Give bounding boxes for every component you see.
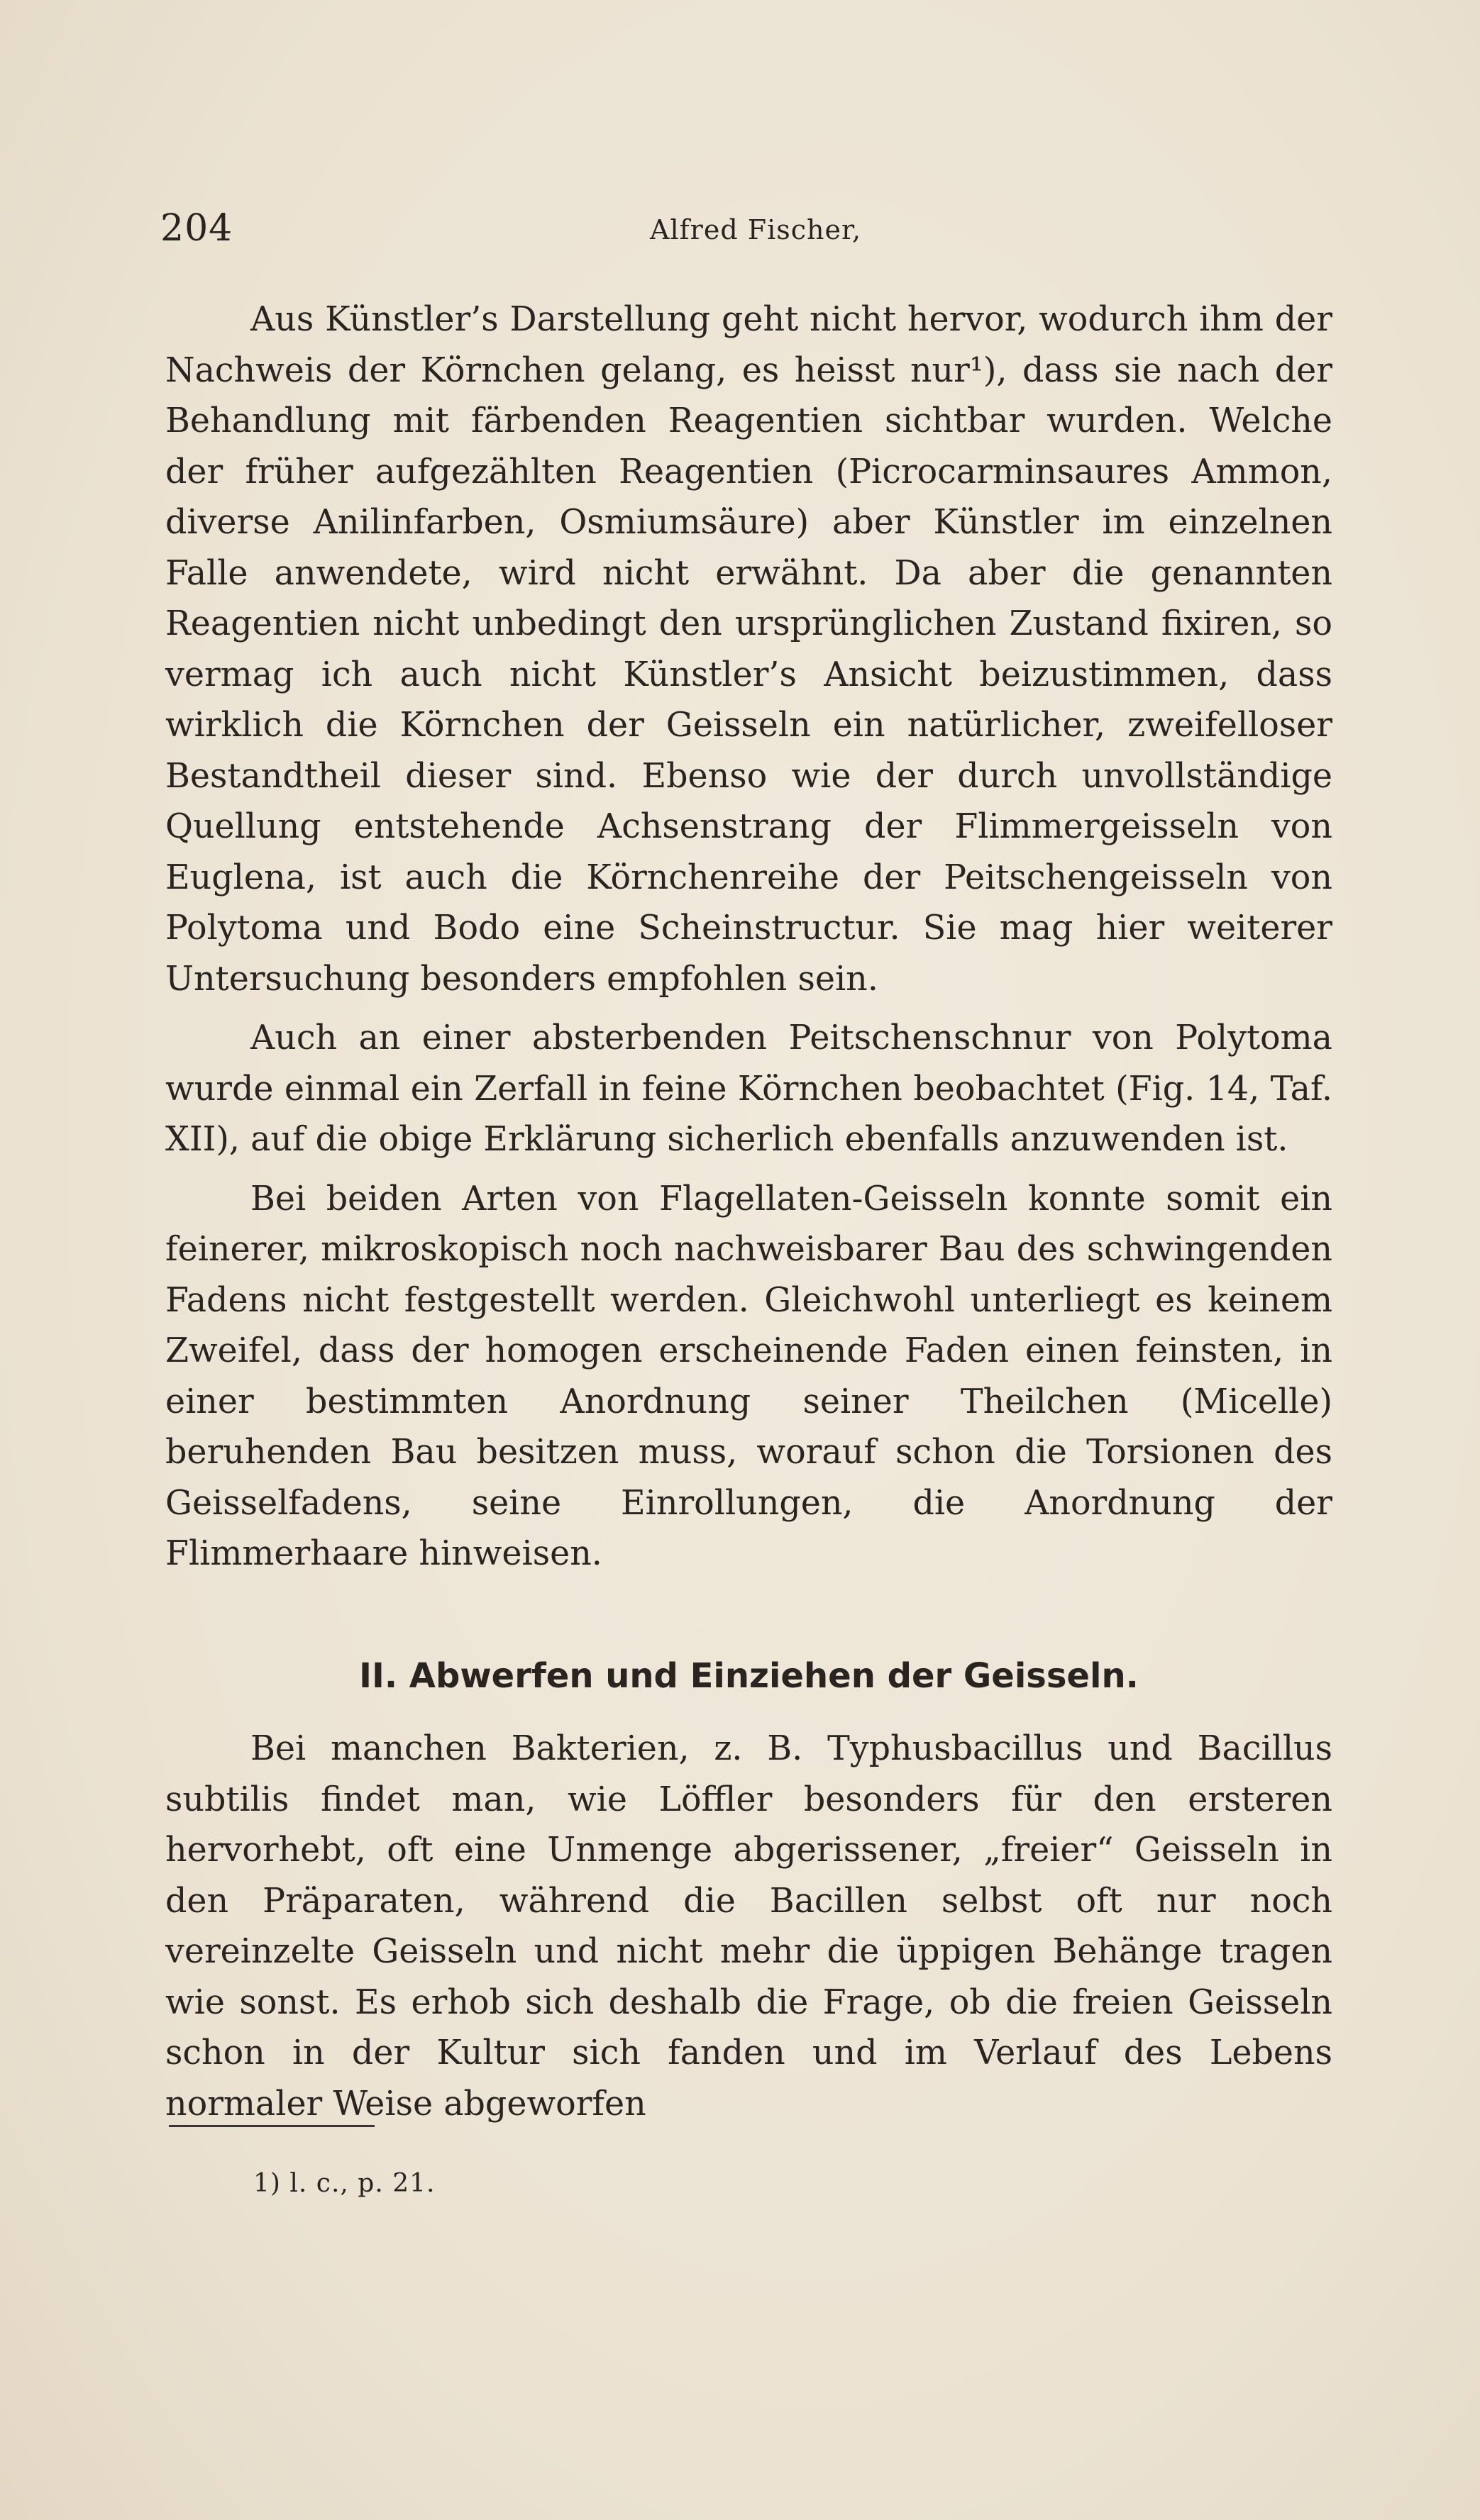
page-header: [160, 207, 1338, 264]
footnote: 1) l. c., p. 21.: [253, 2169, 436, 2198]
paragraph: Auch an einer absterbenden Peitschenschnur von Polytoma wurde einmal ein Zerfall in feine Körnchen beobachtet (Fig. 14, Taf. XII), auf die obige Erklärung sicherlich ebenfalls anzuwenden ist.: [165, 1018, 1332, 1159]
paragraph: Aus Künstler’s Darstellung geht nicht hervor, wodurch ihm der Nachweis der Körnchen gelang, es heisst nur¹), dass sie nach der Behandlung mit färbenden Reagentien sichtbar wurden. Welche der früher aufgezählten Reagentien (Picrocarminsaures Ammon, diverse Anilinfarben, Osmiumsäure) aber Künstler im einzelnen Falle anwendete, wird nicht erwähnt. Da aber die genannten Reagentien nicht unbedingt den ursprünglichen Zustand fixiren, so vermag ich auch nicht Künstler’s Ansicht beizustimmen, dass wirklich die Körnchen der Geisseln ein natürlicher, zweifelloser Bestandtheil dieser sind. Ebenso wie der durch unvollständige Quellung entstehende Achsenstrang der Flimmergeisseln von Euglena, ist auch die Körnchenreihe der Peitschengeisseln von Polytoma und Bodo eine Scheinstructur. Sie mag hier weiterer Untersuchung besonders empfohlen sein.: [165, 300, 1332, 999]
body-text-section-1: [165, 294, 1332, 1580]
body-text-section-2: [165, 1724, 1332, 2129]
footnote-divider: [169, 2125, 375, 2127]
paragraph: Bei beiden Arten von Flagellaten-Geisseln konnte somit ein feinerer, mikroskopisch noch nachweisbarer Bau des schwingenden Fadens nicht festgestellt werden. Gleichwohl unterliegt es keinem Zweifel, dass der homogen erscheinende Faden einen feinsten, in einer bestimmten Anordnung seiner Theilchen (Micelle) beruhenden Bau besitzen muss, worauf schon die Torsionen des Geisselfadens, seine Einrollungen, die Anordnung der Flimmerhaare hinweisen.: [165, 1179, 1332, 1573]
paragraph: Bei manchen Bakterien, z. B. Typhusbacillus und Bacillus subtilis findet man, wie Löffler besonders für den ersteren hervorhebt, oft eine Unmenge abgerissener, „freier“ Geisseln in den Präparaten, während die Bacillen selbst oft nur noch vereinzelte Geisseln und nicht mehr die üppigen Behänge tragen wie sonst. Es erhob sich deshalb die Frage, ob die freien Geisseln schon in der Kultur sich fanden und im Verlauf des Lebens normaler Weise abgeworfen: [165, 1729, 1332, 2124]
section-heading: II. Abwerfen und Einziehen der Geisseln.: [359, 1656, 1139, 1696]
page-number: 204: [160, 207, 233, 250]
running-head: Alfred Fischer,: [650, 214, 862, 245]
